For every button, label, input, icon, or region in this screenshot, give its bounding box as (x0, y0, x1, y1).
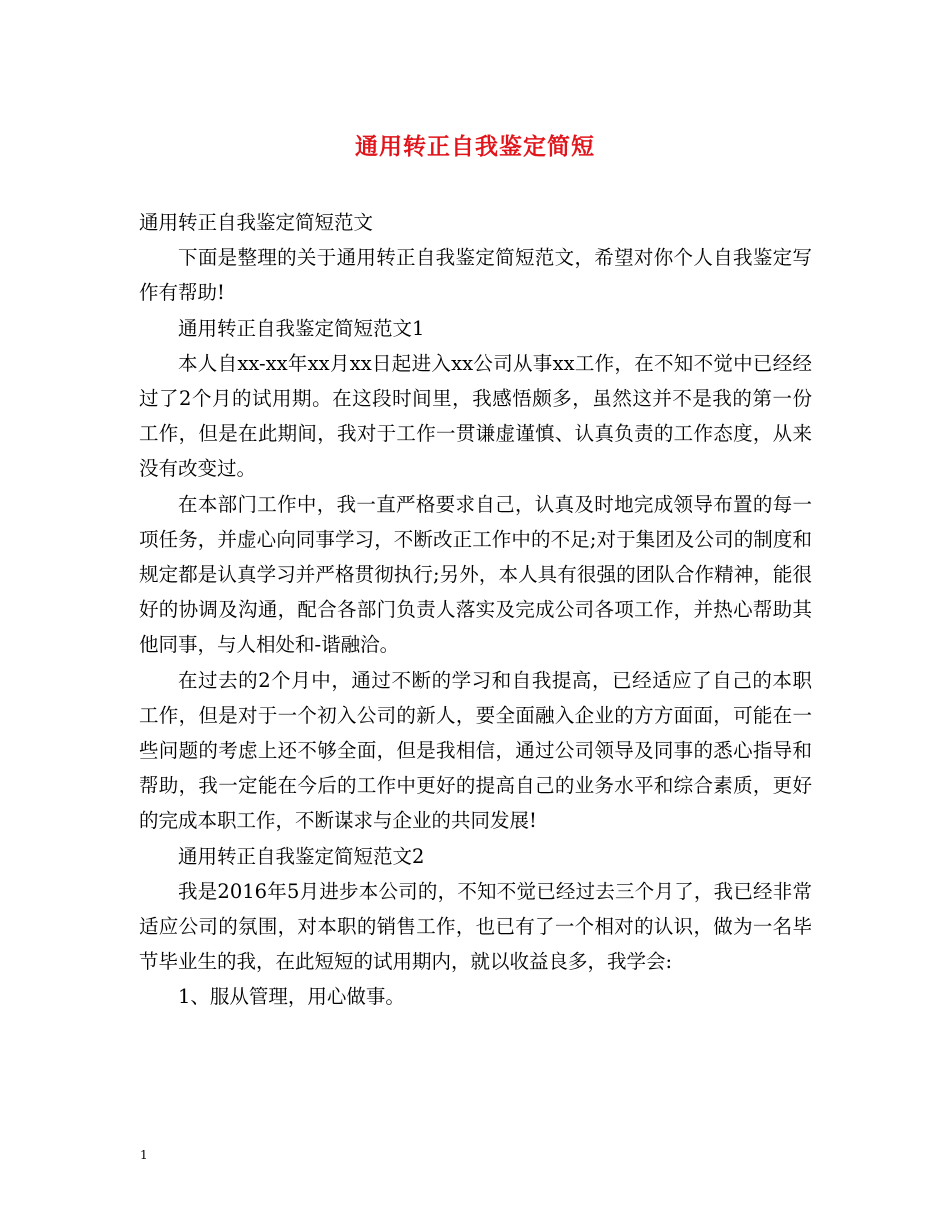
paragraph-intro: 下面是整理的关于通用转正自我鉴定简短范文，希望对你个人自我鉴定写作有帮助! (139, 246, 812, 305)
paragraph: 本人自xx-xx年xx月xx日起进入xx公司从事xx工作，在不知不觉中已经经过了2个月的试用期。在这段时间里，我感悟颇多，虽然这并不是我的第一份工作，但是在此期间，我对于工作一贯谦虚谨慎、认真负责的工作态度，从来没有改变过。 (139, 351, 812, 481)
section-heading-1: 通用转正自我鉴定简短范文1 (178, 316, 425, 340)
document-body (139, 205, 812, 1015)
section-heading-2: 通用转正自我鉴定简短范文2 (178, 844, 425, 868)
list-item: 1、服从管理，用心做事。 (178, 985, 405, 1009)
paragraph: 在过去的2个月中，通过不断的学习和自我提高，已经适应了自己的本职工作，但是对于一个初入公司的新人，要全面融入企业的方方面面，可能在一些问题的考虑上还不够全面，但是我相信，通过公司领导及同事的悉心指导和帮助，我一定能在今后的工作中更好的提高自己的业务水平和综合素质，更好的完成本职工作，不断谋求与企业的共同发展! (139, 668, 812, 833)
paragraph: 在本部门工作中，我一直严格要求自己，认真及时地完成领导布置的每一项任务，并虚心向同事学习，不断改正工作中的不足;对于集团及公司的制度和规定都是认真学习并严格贯彻执行;另外，本人具有很强的团队合作精神，能很好的协调及沟通，配合各部门负责人落实及完成公司各项工作，并热心帮助其他同事，与人相处和-谐融洽。 (139, 492, 812, 657)
document-title: 通用转正自我鉴定简短 (355, 133, 595, 160)
paragraph-subtitle: 通用转正自我鉴定简短范文 (139, 211, 374, 234)
paragraph: 我是2016年5月进步本公司的，不知不觉已经过去三个月了，我已经非常适应公司的氛围，对本职的销售工作，也已有了一个相对的认识，做为一名毕节毕业生的我，在此短短的试用期内，就以收益良多，我学会: (139, 879, 812, 974)
page-number: 1 (140, 1148, 148, 1162)
